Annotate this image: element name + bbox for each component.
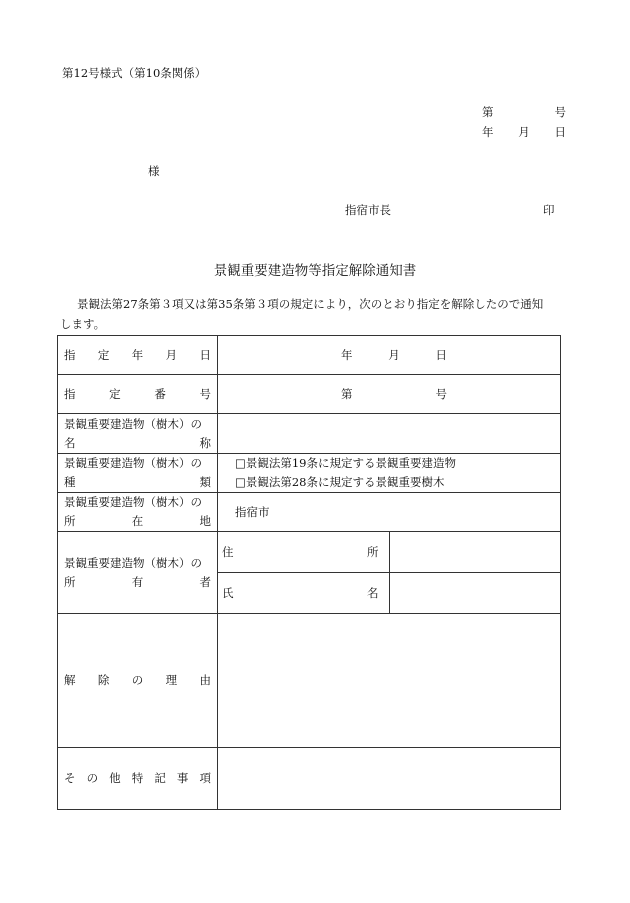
- intro-line-2: します。: [60, 317, 106, 331]
- label-other: そ の 他 特 記 事 項: [58, 748, 218, 810]
- type-option-building-checkbox[interactable]: □景観法第19条に規定する景観重要建造物: [235, 456, 456, 470]
- row-designation-date: [58, 336, 561, 375]
- value-designation-number[interactable]: 第 号: [218, 375, 561, 414]
- label-owner-name: 氏 名: [218, 573, 390, 614]
- label-type: 景観重要建造物（樹木）の 種 類: [58, 454, 218, 493]
- date-year: 年: [482, 125, 494, 139]
- label-designation-date: 指 定 年 月 日: [58, 336, 218, 375]
- page-title: 景観重要建造物等指定解除通知書: [213, 263, 417, 279]
- label-owner: 景観重要建造物（樹木）の 所 有 者: [58, 532, 218, 614]
- issuer-name: 指宿市長: [345, 203, 391, 217]
- issue-date-line: [482, 124, 566, 140]
- date-month: 月: [518, 125, 530, 139]
- row-location: [58, 493, 561, 532]
- label-reason: 解 除 の 理 由: [58, 614, 218, 748]
- form-number: 第12号様式（第10条関係）: [62, 66, 207, 80]
- row-name: [58, 414, 561, 454]
- intro-line-1: 景観法第27条第３項又は第35条第３項の規定により，次のとおり指定を解除したので通知: [77, 297, 544, 311]
- label-designation-number: 指 定 番 号: [58, 375, 218, 414]
- notice-table: [57, 335, 561, 810]
- doc-number-suffix: 号: [554, 105, 566, 119]
- date-day: 日: [554, 125, 566, 139]
- label-owner-address: 住 所: [218, 532, 390, 573]
- doc-number-prefix: 第: [482, 105, 494, 119]
- value-type: [218, 454, 561, 493]
- value-reason[interactable]: [218, 614, 561, 748]
- value-location[interactable]: 指宿市: [218, 493, 561, 532]
- value-other[interactable]: [218, 748, 561, 810]
- value-owner-name[interactable]: [389, 573, 561, 614]
- addressee-suffix: 様: [148, 164, 160, 178]
- row-other: [58, 748, 561, 810]
- row-owner-address: [58, 532, 561, 573]
- seal-mark: 印: [543, 203, 555, 217]
- label-location: 景観重要建造物（樹木）の 所 在 地: [58, 493, 218, 532]
- label-name: 景観重要建造物（樹木）の 名 称: [58, 414, 218, 454]
- value-owner-address[interactable]: [389, 532, 561, 573]
- row-reason: [58, 614, 561, 748]
- document-number-line: [482, 104, 566, 120]
- value-name[interactable]: [218, 414, 561, 454]
- row-type: [58, 454, 561, 493]
- type-option-tree-checkbox[interactable]: □景観法第28条に規定する景観重要樹木: [235, 475, 445, 489]
- row-designation-number: [58, 375, 561, 414]
- value-designation-date[interactable]: 年 月 日: [218, 336, 561, 375]
